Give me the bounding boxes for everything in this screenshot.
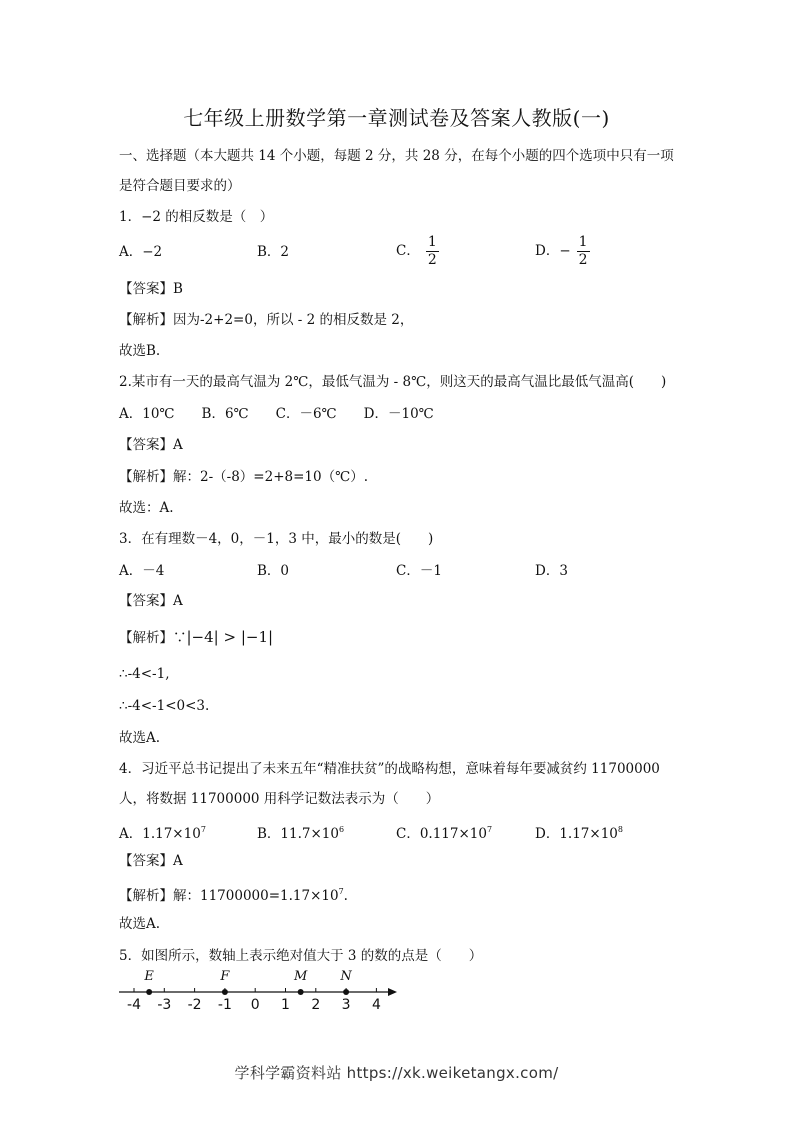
number-line-tick-label: -1 xyxy=(217,997,232,1013)
q1-d-numerator: 1 xyxy=(578,234,588,250)
number-line-point-label: F xyxy=(220,969,230,984)
number-line-tick-label: -2 xyxy=(187,997,202,1013)
q4-option-b xyxy=(257,820,344,844)
q4-a-exponent: 7 xyxy=(200,825,206,834)
q4-option-a xyxy=(119,820,206,844)
q4-analysis-exponent: 7 xyxy=(338,887,344,896)
footer-watermark: 学科学霸资料站 https://xk.weiketangx.com/ xyxy=(234,1064,559,1082)
number-line-point-n xyxy=(343,989,349,995)
number-line-points xyxy=(143,969,352,995)
q3-analysis-math: |−4| > |−1| xyxy=(186,628,274,646)
q4-a-base: A．1.17×10 xyxy=(119,826,201,842)
q1-analysis: 【解析】因为-2+2=0，所以 - 2 的相反数是 2， xyxy=(119,312,414,328)
number-line-tick-label: 0 xyxy=(250,997,260,1013)
page-title: 七年级上册数学第一章测试卷及答案人教版(一) xyxy=(183,106,610,130)
q4-b-exponent: 6 xyxy=(338,825,345,834)
number-line-point-label: M xyxy=(293,969,308,984)
number-line-point-m xyxy=(298,989,304,995)
q3-step1: ∴-4<-1, xyxy=(119,666,170,682)
q1-d-denominator: 2 xyxy=(578,252,588,268)
q4-c-exponent: 7 xyxy=(486,825,493,834)
number-line-tick-label: 1 xyxy=(281,997,290,1013)
q2-analysis: 【解析】解：2-（-8）=2+8=10（℃）. xyxy=(119,469,368,485)
q4-c-base: C．0.117×10 xyxy=(396,826,487,842)
q1-stem: 1．−2 的相反数是（ ） xyxy=(119,209,274,225)
q4-answer: 【答案】A xyxy=(119,853,183,869)
q3-option-c: C．－1 xyxy=(396,563,442,579)
q3-analysis-prefix: 【解析】∵ xyxy=(119,630,187,646)
q1-option-c-label: C． xyxy=(396,243,420,259)
arrow-right-icon xyxy=(388,988,397,996)
q4-analysis-base: 【解析】解：11700000=1.17×10 xyxy=(119,888,339,904)
q2-options: A．10℃ B．6℃ C．－6℃ D．－10℃ xyxy=(119,406,434,422)
number-line-point-label: N xyxy=(340,969,352,984)
q3-stem: 3．在有理数－4，0，－1，3 中，最小的数是( ) xyxy=(119,531,434,547)
q4-option-d xyxy=(535,820,623,844)
q4-option-c xyxy=(396,820,492,844)
q4-analysis-end: . xyxy=(343,888,348,904)
number-line-tick-label: 2 xyxy=(311,997,321,1013)
q2-conclusion: 故选：A. xyxy=(119,500,174,516)
q4-conclusion: 故选A. xyxy=(119,916,161,932)
q1-option-d xyxy=(535,234,590,269)
q3-answer: 【答案】A xyxy=(119,593,183,609)
q1-c-numerator: 1 xyxy=(427,234,437,250)
q4-stem-line1: 4．习近平总书记提出了未来五年“精准扶贫”的战略构想，意味着每年要减贫约 11700000 xyxy=(119,761,660,777)
q4-d-exponent: 8 xyxy=(617,825,623,834)
q3-conclusion: 故选A. xyxy=(119,730,161,746)
number-line-point-f xyxy=(222,989,228,995)
q1-option-b: B．2 xyxy=(257,244,290,260)
q3-option-a: A．－4 xyxy=(119,563,165,579)
q3-analysis xyxy=(119,627,273,648)
q1-option-a: A．−2 xyxy=(119,244,163,260)
q2-stem: 2.某市有一天的最高气温为 2℃，最低气温为 - 8℃，则这天的最高气温比最低气温高( ) xyxy=(119,374,667,390)
q2-answer: 【答案】A xyxy=(119,437,183,453)
q1-option-c xyxy=(396,234,439,269)
q1-option-c-fraction xyxy=(426,234,439,269)
q4-stem-line2: 人，将数据 11700000 用科学记数法表示为（ ） xyxy=(119,791,440,807)
q1-c-denominator: 2 xyxy=(427,252,437,268)
q1-option-d-fraction xyxy=(577,234,590,269)
q3-option-b: B．0 xyxy=(257,563,290,579)
q3-option-d: D．3 xyxy=(535,563,568,579)
number-line-tick-label: -4 xyxy=(127,997,141,1013)
number-line-figure xyxy=(117,968,402,1013)
number-line-point-label: E xyxy=(144,969,154,984)
number-line-point-e xyxy=(146,989,152,995)
q1-answer: 【答案】B xyxy=(119,281,183,297)
q4-b-base: B．11.7×10 xyxy=(257,826,339,842)
q1-conclusion: 故选B. xyxy=(119,343,161,359)
number-line-tick-label: 4 xyxy=(371,997,381,1013)
q1-option-d-label: D．− xyxy=(535,243,571,259)
number-line-tick-label: -3 xyxy=(157,997,172,1013)
section-heading-line1: 一、选择题（本大题共 14 个小题，每题 2 分，共 28 分，在每个小题的四个选项中只有一项 xyxy=(119,148,674,164)
q3-step2: ∴-4<-1<0<3. xyxy=(119,698,210,714)
q4-d-base: D．1.17×10 xyxy=(535,826,618,842)
section-heading-line2: 是符合题目要求的） xyxy=(119,178,241,194)
q4-analysis xyxy=(119,882,348,906)
number-line-tick-label: 3 xyxy=(341,997,351,1013)
q5-stem: 5．如图所示，数轴上表示绝对值大于 3 的数的点是（ ） xyxy=(119,948,483,964)
